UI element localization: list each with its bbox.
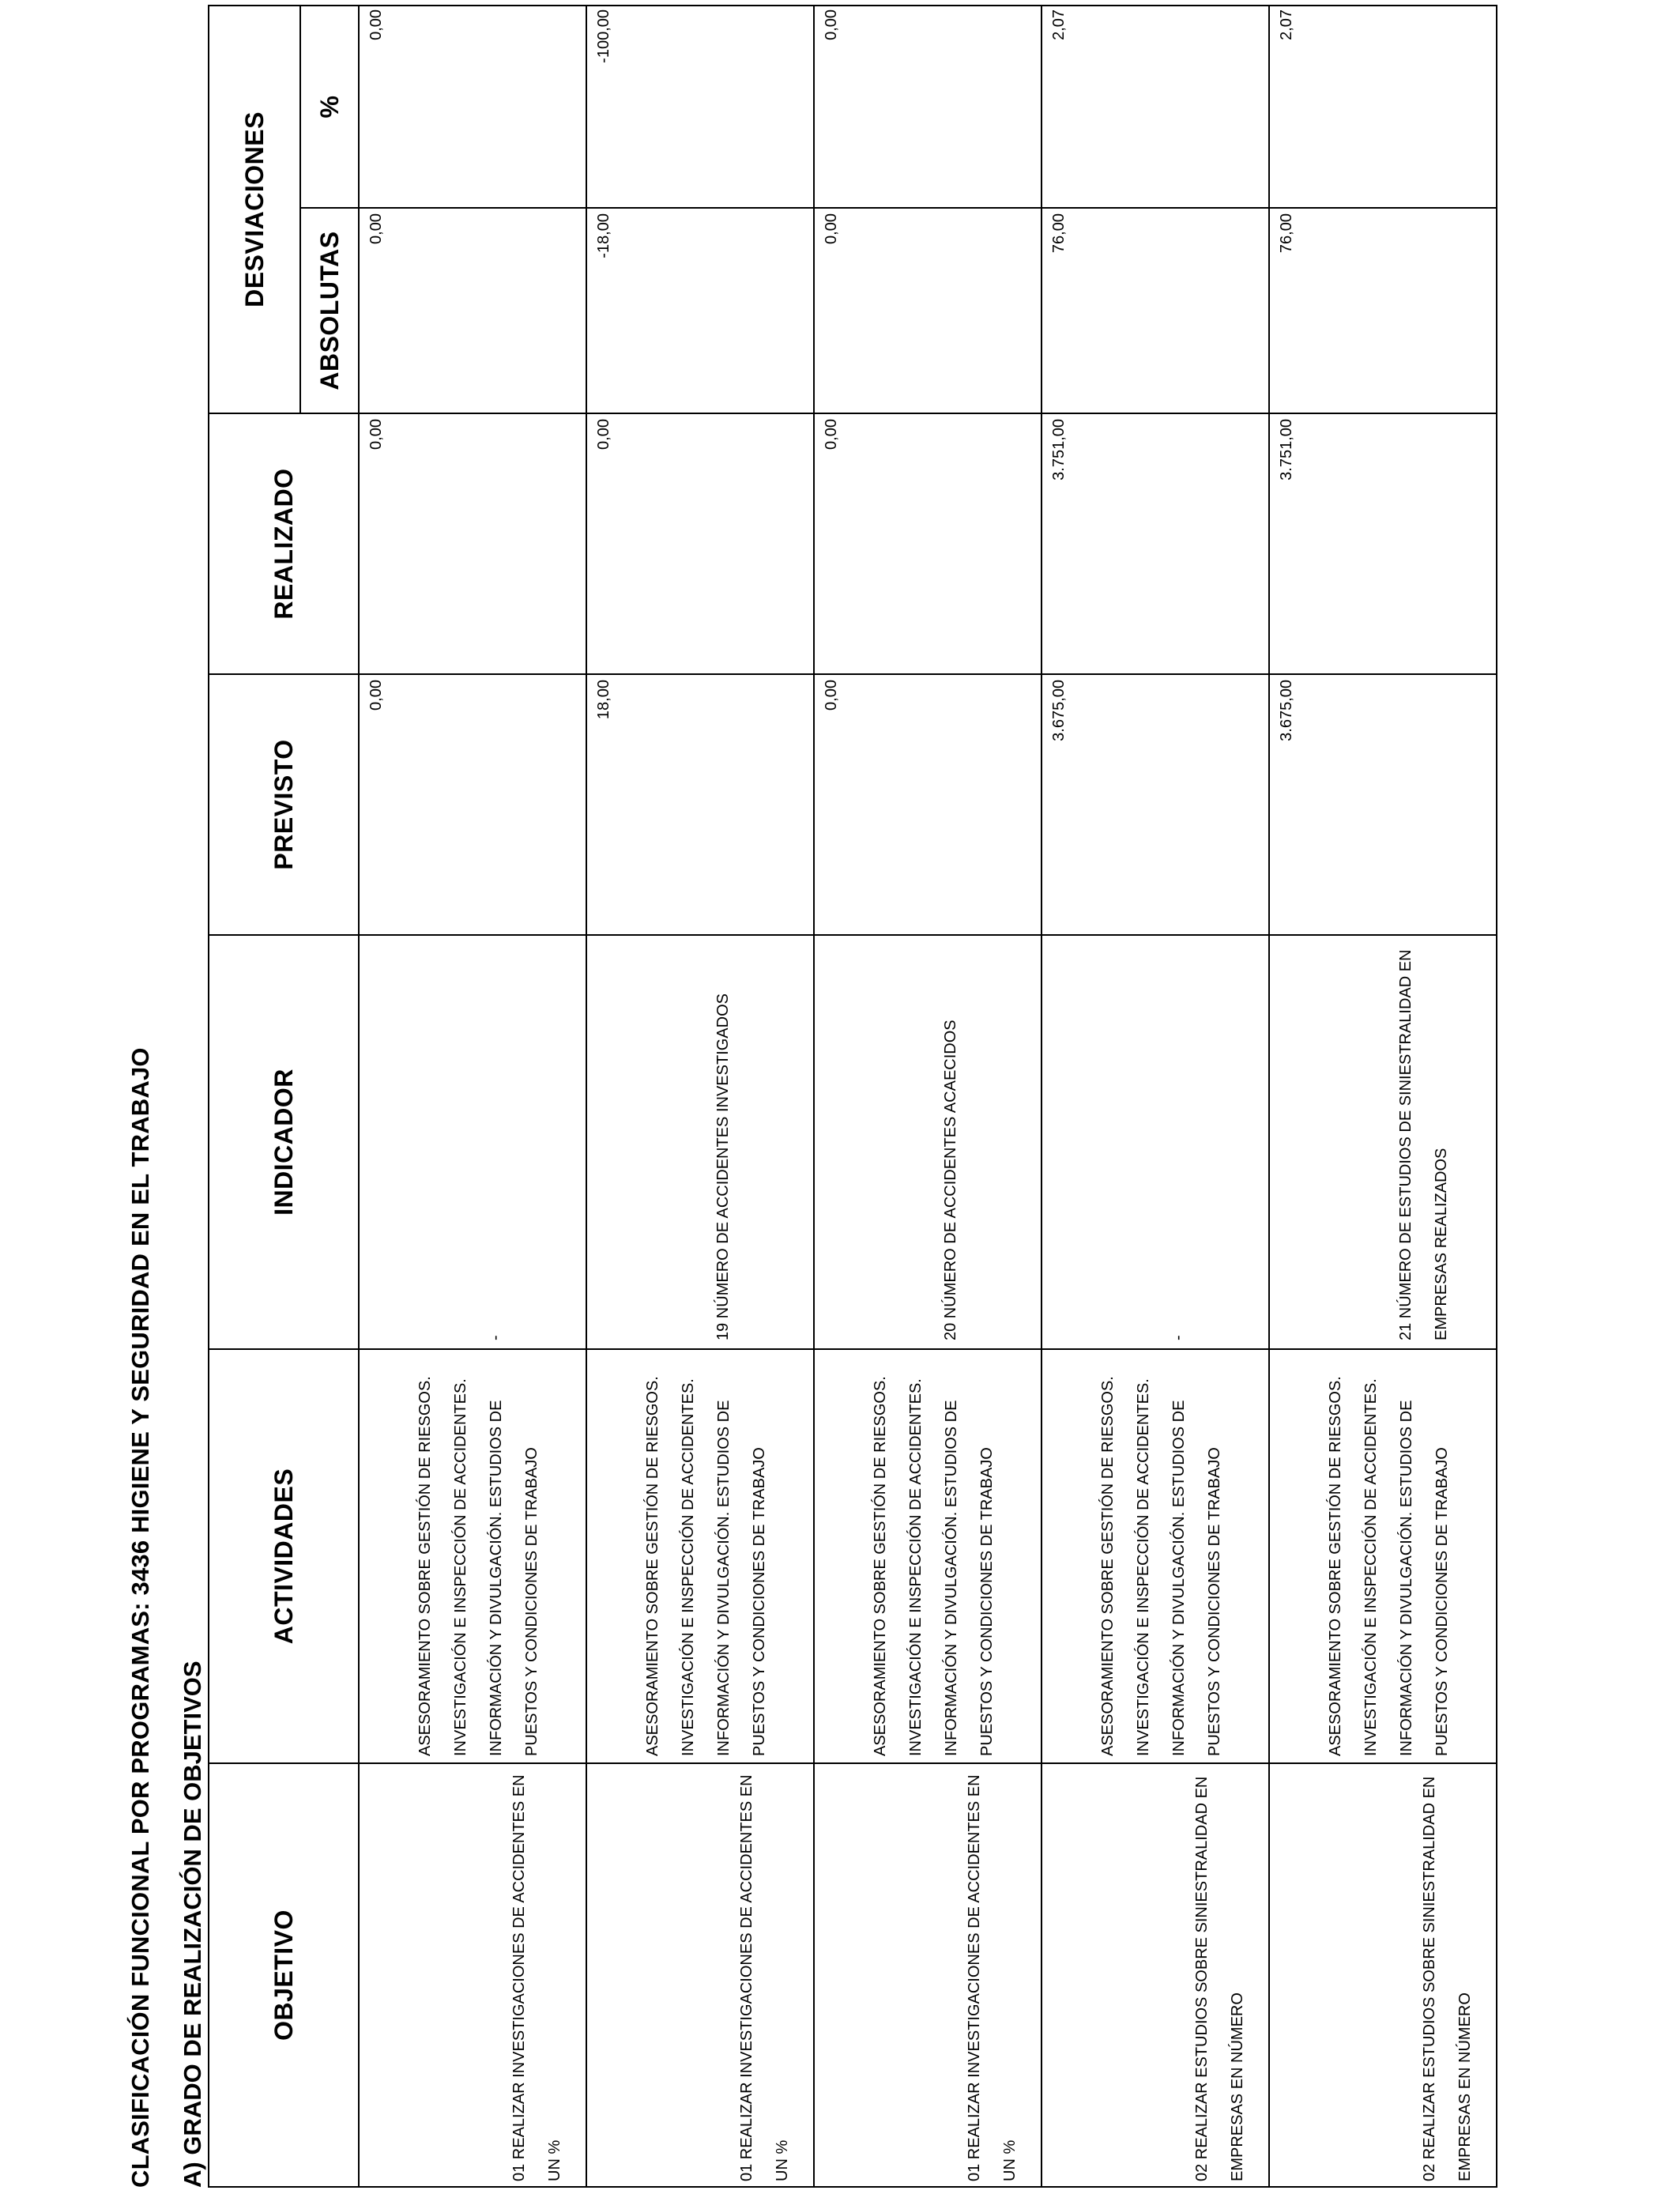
actividades-cell [359, 1349, 586, 1763]
header-absolutas: ABSOLUTAS [300, 208, 359, 413]
porcentaje-cell: 0,00 [359, 6, 586, 208]
realizado-cell: 0,00 [814, 413, 1042, 674]
actividades-cell [1042, 1349, 1269, 1763]
previsto-cell: 3.675,00 [1269, 674, 1497, 935]
indicador-cell: 19 NÚMERO DE ACCIDENTES INVESTIGADOS [586, 935, 814, 1349]
activity-text: ASESORAMIENTO SOBRE GESTIÓN DE RIESGOS. INVESTIGACIÓN E INSPECCIÓN DE ACCIDENTES. INFORMACIÓN Y DIVULGACIÓN. ESTUDIOS DE PUESTOS Y CONDICIONES DE TRABAJO [872, 1376, 996, 1756]
table-row [586, 6, 814, 2187]
absolutas-cell: 0,00 [814, 208, 1042, 413]
actividades-cell [814, 1349, 1042, 1763]
realizado-cell: 0,00 [359, 413, 586, 674]
indicador-cell: 21 NÚMERO DE ESTUDIOS DE SINIESTRALIDAD EN EMPRESAS REALIZADOS [1269, 935, 1497, 1349]
previsto-cell: 18,00 [586, 674, 814, 935]
indicador-cell: - [359, 935, 586, 1349]
absolutas-cell: 76,00 [1042, 208, 1269, 413]
objetivo-cell: 02 REALIZAR ESTUDIOS SOBRE SINIESTRALIDAD EN EMPRESAS EN NÚMERO [1269, 1763, 1497, 2187]
activity-text: ASESORAMIENTO SOBRE GESTIÓN DE RIESGOS. INVESTIGACIÓN E INSPECCIÓN DE ACCIDENTES. INFORMACIÓN Y DIVULGACIÓN. ESTUDIOS DE PUESTOS Y CONDICIONES DE TRABAJO [1099, 1376, 1223, 1756]
absolutas-cell: 76,00 [1269, 208, 1497, 413]
porcentaje-cell: 2,07 [1269, 6, 1497, 208]
previsto-cell: 3.675,00 [1042, 674, 1269, 935]
objetivo-cell: 01 REALIZAR INVESTIGACIONES DE ACCIDENTES EN UN % [814, 1763, 1042, 2187]
previsto-cell: 0,00 [359, 674, 586, 935]
section-subtitle: A) GRADO DE REALIZACIÓN DE OBJETIVOS [179, 1661, 206, 2188]
header-desviaciones: DESVIACIONES [209, 6, 300, 413]
absolutas-cell: 0,00 [359, 208, 586, 413]
objetivo-cell: 02 REALIZAR ESTUDIOS SOBRE SINIESTRALIDAD EN EMPRESAS EN NÚMERO [1042, 1763, 1269, 2187]
porcentaje-cell: 2,07 [1042, 6, 1269, 208]
porcentaje-cell: 0,00 [814, 6, 1042, 208]
activity-text: ASESORAMIENTO SOBRE GESTIÓN DE RIESGOS. INVESTIGACIÓN E INSPECCIÓN DE ACCIDENTES. INFORMACIÓN Y DIVULGACIÓN. ESTUDIOS DE PUESTOS Y CONDICIONES DE TRABAJO [416, 1376, 541, 1756]
objetivo-cell: 01 REALIZAR INVESTIGACIONES DE ACCIDENTES EN UN % [359, 1763, 586, 2187]
activity-text: ASESORAMIENTO SOBRE GESTIÓN DE RIESGOS. INVESTIGACIÓN E INSPECCIÓN DE ACCIDENTES. INFORMACIÓN Y DIVULGACIÓN. ESTUDIOS DE PUESTOS Y CONDICIONES DE TRABAJO [1327, 1376, 1451, 1756]
objectives-table [208, 5, 1497, 2188]
header-previsto: PREVISTO [209, 674, 359, 935]
activity-text: ASESORAMIENTO SOBRE GESTIÓN DE RIESGOS. INVESTIGACIÓN E INSPECCIÓN DE ACCIDENTES. INFORMACIÓN Y DIVULGACIÓN. ESTUDIOS DE PUESTOS Y CONDICIONES DE TRABAJO [644, 1376, 768, 1756]
previsto-cell: 0,00 [814, 674, 1042, 935]
table-row [359, 6, 586, 2187]
realizado-cell: 0,00 [586, 413, 814, 674]
table-row [814, 6, 1042, 2187]
actividades-cell [1269, 1349, 1497, 1763]
indicador-cell: - [1042, 935, 1269, 1349]
actividades-cell [586, 1349, 814, 1763]
objetivo-cell: 01 REALIZAR INVESTIGACIONES DE ACCIDENTES EN UN % [586, 1763, 814, 2187]
header-porcentaje: % [300, 6, 359, 208]
header-actividades: ACTIVIDADES [209, 1349, 359, 1763]
header-objetivo: OBJETIVO [209, 1763, 359, 2187]
table-row [1269, 6, 1497, 2187]
page-title: CLASIFICACIÓN FUNCIONAL POR PROGRAMAS: 3436 HIGIENE Y SEGURIDAD EN EL TRABAJO [126, 1047, 154, 2188]
porcentaje-cell: -100,00 [586, 6, 814, 208]
realizado-cell: 3.751,00 [1042, 413, 1269, 674]
table-row [1042, 6, 1269, 2187]
absolutas-cell: -18,00 [586, 208, 814, 413]
indicador-cell: 20 NÚMERO DE ACCIDENTES ACAECIDOS [814, 935, 1042, 1349]
realizado-cell: 3.751,00 [1269, 413, 1497, 674]
header-indicador: INDICADOR [209, 935, 359, 1349]
header-realizado: REALIZADO [209, 413, 359, 674]
